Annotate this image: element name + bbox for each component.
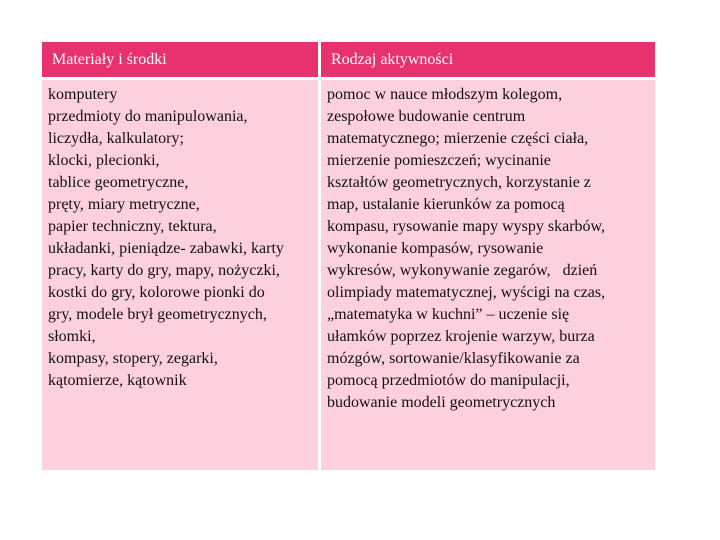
header-materials: Materiały i środki	[42, 42, 318, 77]
activity-line: kształtów geometrycznych, korzystanie z	[327, 174, 591, 191]
activity-line: map, ustalanie kierunków za pomocą	[327, 196, 565, 213]
activity-line: olimpiady matematycznej, wyścigi na czas,	[327, 284, 606, 301]
activities-cell	[321, 80, 655, 470]
materials-line: słomki,	[48, 328, 96, 345]
activity-line: matematycznego; mierzenie części ciała,	[327, 130, 589, 147]
materials-line: kostki do gry, kolorowe pionki do	[48, 284, 265, 301]
materials-line: układanki, pieniądze- zabawki, karty	[48, 240, 284, 257]
activity-line: kompasu, rysowanie mapy wyspy skarbów,	[327, 218, 606, 235]
activity-line: wykonanie kompasów, rysowanie	[327, 240, 544, 257]
activity-line: mierzenie pomieszczeń; wycinanie	[327, 152, 551, 169]
materials-line: przedmioty do manipulowania,	[48, 108, 248, 125]
materials-line: papier techniczny, tektura,	[48, 218, 217, 235]
materials-line: tablice geometryczne,	[48, 174, 189, 191]
activity-line: pomoc w nauce młodszym kolegom,	[327, 86, 563, 103]
activity-line: ułamków poprzez krojenie warzyw, burza	[327, 328, 595, 345]
materials-line: kątomierze, kątownik	[48, 372, 187, 389]
materials-cell	[42, 80, 318, 470]
materials-line: pręty, miary metryczne,	[48, 196, 200, 213]
materials-line: gry, modele brył geometrycznych,	[48, 306, 267, 323]
activity-line: wykresów, wykonywanie zegarów, dzień	[327, 262, 598, 279]
materials-line: pracy, karty do gry, mapy, nożyczki,	[48, 262, 280, 279]
materials-activities-table	[42, 42, 655, 470]
materials-line: kompasy, stopery, zegarki,	[48, 350, 218, 367]
activity-line: „matematyka w kuchni” – uczenie się	[327, 306, 570, 323]
activity-line: mózgów, sortowanie/klasyfikowanie za	[327, 350, 580, 367]
activity-line: pomocą przedmiotów do manipulacji,	[327, 372, 570, 389]
materials-line: klocki, plecionki,	[48, 152, 160, 169]
materials-line: liczydła, kalkulatory;	[48, 130, 184, 147]
materials-line: komputery	[48, 86, 118, 103]
header-activity-type: Rodzaj aktywności	[321, 42, 655, 77]
activity-line: budowanie modeli geometrycznych	[327, 394, 556, 411]
activity-line: zespołowe budowanie centrum	[327, 108, 526, 125]
